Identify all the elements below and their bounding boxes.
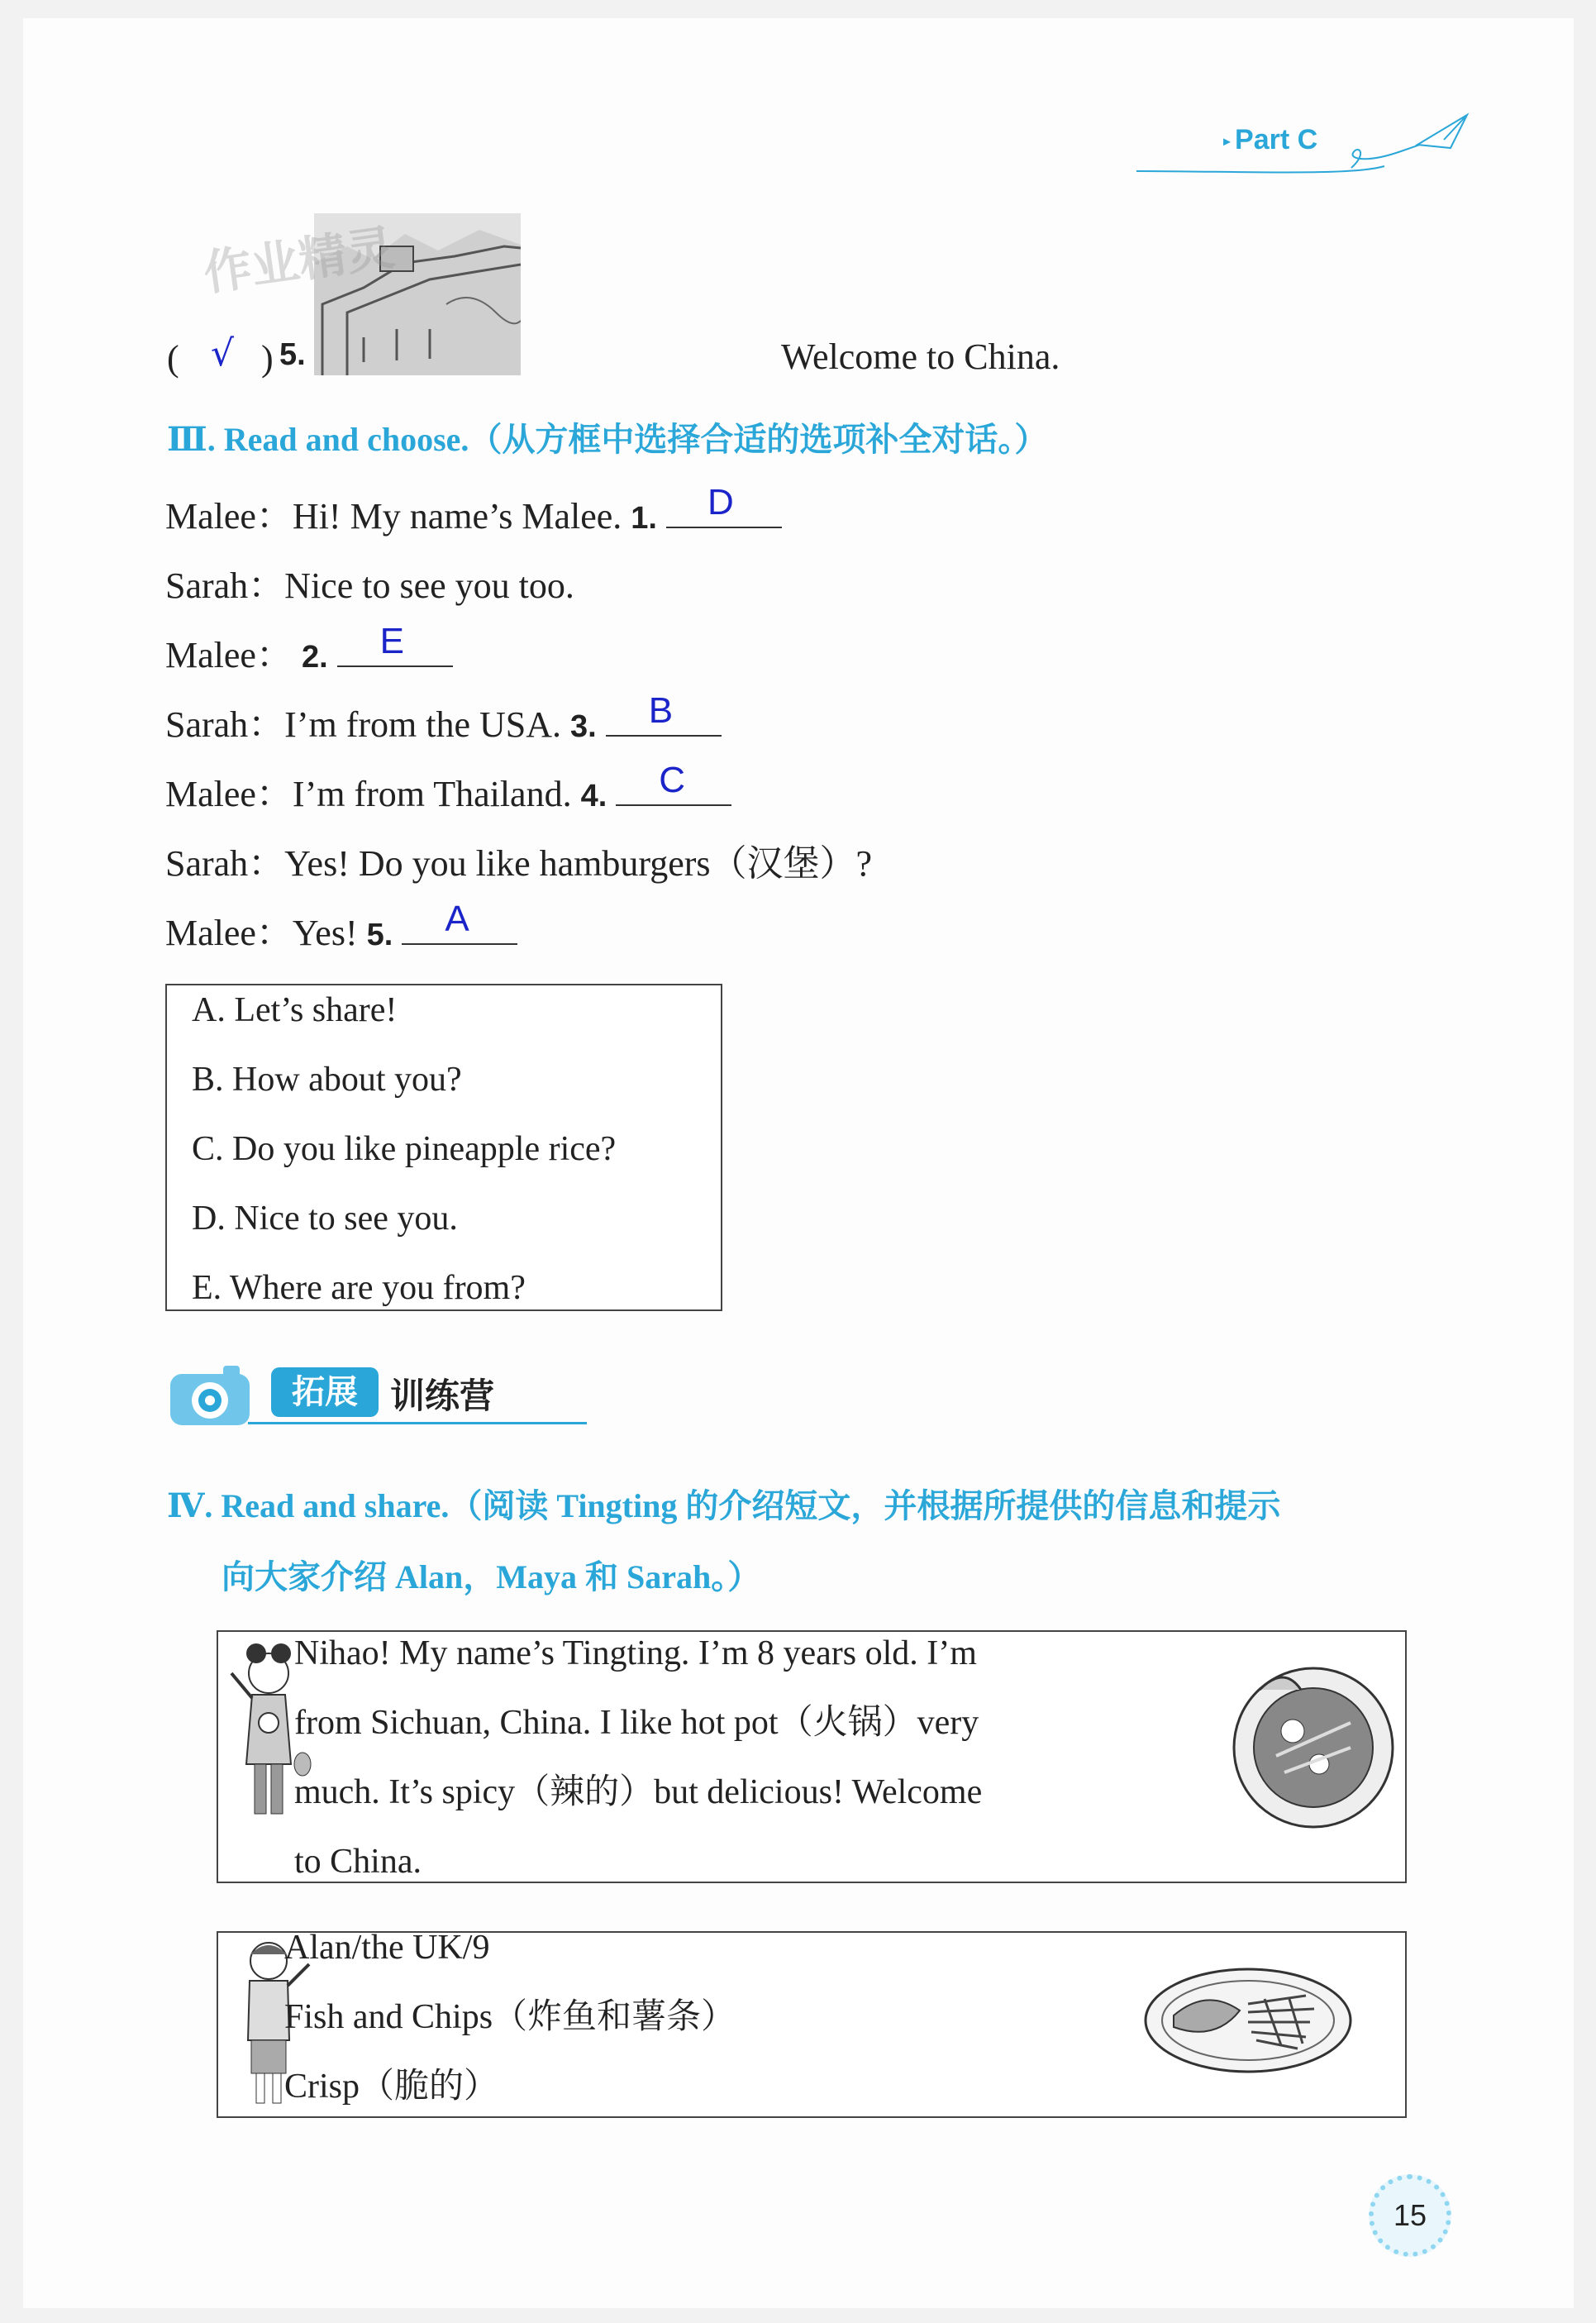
option-c: C. Do you like pineapple rice? <box>192 1130 617 1168</box>
option-d: D. Nice to see you. <box>192 1200 458 1238</box>
tingting-line-1: Nihao! My name’s Tingting. I’m 8 years old. I’m <box>294 1634 977 1672</box>
answer-4: C <box>659 760 686 800</box>
answer-2: E <box>379 621 404 661</box>
options-box <box>165 984 722 1311</box>
tingting-line-2: from Sichuan, China. I like hot pot（火锅）very <box>294 1704 979 1742</box>
dialogue-line-2: Sarah：Nice to see you too. <box>165 565 574 606</box>
dialogue-line-5: Malee：I’m from Thailand. 4. C <box>165 764 731 817</box>
dialogue-line-4: Sarah：I’m from the USA. 3. B <box>165 694 722 747</box>
extension-banner <box>165 1356 612 1430</box>
option-e: E. Where are you from? <box>192 1269 526 1307</box>
tingting-line-3: much. It’s spicy（辣的）but delicious! Welcome <box>294 1773 983 1811</box>
section4-title-line2: 向大家介绍 Alan，Maya 和 Sarah。） <box>222 1558 761 1596</box>
item5-paren-close: ) <box>261 338 274 379</box>
alan-box <box>217 1931 1407 2118</box>
answer-3: B <box>648 690 674 731</box>
option-a: A. Let’s share! <box>192 991 398 1029</box>
answer-1: D <box>707 482 734 522</box>
hot-pot-illustration <box>1227 1657 1400 1830</box>
option-b: B. How about you? <box>192 1061 462 1099</box>
paper-plane-icon <box>1136 112 1484 178</box>
tingting-line-4: to China. <box>294 1843 422 1881</box>
item5-number: 5. <box>279 337 306 372</box>
alan-line-3: Crisp（脆的） <box>284 2068 499 2106</box>
section-label: ▸ Part C <box>1223 124 1318 155</box>
banner-underline <box>248 1422 587 1424</box>
fish-and-chips-illustration <box>1141 1963 1355 2078</box>
tingting-box <box>217 1630 1407 1883</box>
dialogue-line-3: Malee： 2. E <box>165 625 453 678</box>
alan-line-1: Alan/the UK/9 <box>284 1929 490 1967</box>
alan-line-2: Fish and Chips（炸鱼和薯条） <box>284 1998 736 2036</box>
item5-text: Welcome to China. <box>781 336 1060 377</box>
page-number: 15 <box>1369 2174 1451 2257</box>
dialogue-line-7: Malee：Yes! 5. A <box>165 903 517 956</box>
section3-title: Ⅲ. Read and choose.（从方框中选择合适的选项补全对话。） <box>167 421 1048 458</box>
check-mark: √ <box>211 332 235 374</box>
dialogue-line-1: Malee：Hi! My name’s Malee. 1. D <box>165 486 782 539</box>
triangle-icon: ▸ <box>1223 132 1236 150</box>
banner-icon-text: 拓展 <box>271 1367 379 1417</box>
section4-title-line1: Ⅳ. Read and share.（阅读 Tingting 的介绍短文，并根据所提供的信息和提示 <box>167 1487 1281 1524</box>
answer-5: A <box>445 899 469 939</box>
dialogue-line-6: Sarah：Yes! Do you like hamburgers（汉堡）? <box>165 843 873 884</box>
item5-paren-open: ( <box>167 338 179 379</box>
camera-icon <box>165 1356 256 1430</box>
banner-text: 训练营 <box>390 1376 495 1416</box>
watermark-logo: 作业精灵 <box>200 221 398 301</box>
